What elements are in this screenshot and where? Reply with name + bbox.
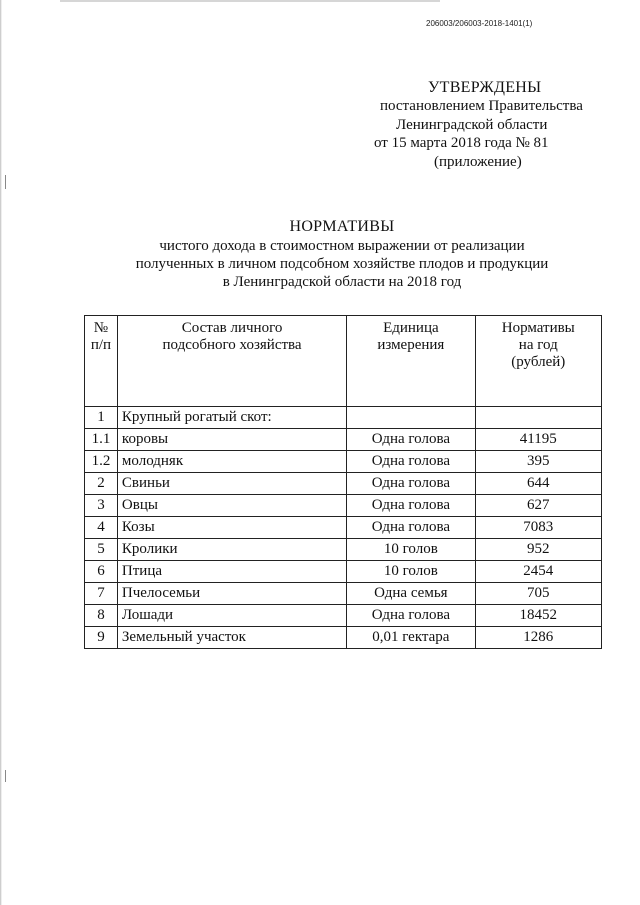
- row-unit: Одна голова: [347, 495, 475, 517]
- header-number: [85, 316, 118, 407]
- row-name: Козы: [117, 517, 346, 539]
- row-value: [475, 407, 601, 429]
- table-row: [85, 473, 602, 495]
- header-norm-line-1: Нормативы: [501, 320, 575, 336]
- row-number: 1.1: [85, 429, 118, 451]
- header-unit-line-2: измерения: [377, 337, 445, 353]
- row-name: Кролики: [117, 539, 346, 561]
- table-row: [85, 451, 602, 473]
- row-name: коровы: [117, 429, 346, 451]
- approval-title: УТВЕРЖДЕНЫ: [428, 79, 542, 96]
- header-norm-line-2: на год: [518, 337, 558, 353]
- row-unit: Одна семья: [347, 583, 475, 605]
- document-id: 206003/206003-2018-1401(1): [426, 19, 533, 28]
- scan-mark: [5, 175, 6, 189]
- row-number: 9: [85, 627, 118, 649]
- row-unit: Одна голова: [347, 517, 475, 539]
- row-number: 1.2: [85, 451, 118, 473]
- approval-line-4: (приложение): [434, 154, 522, 170]
- scan-mark: [5, 770, 6, 782]
- table-row: [85, 561, 602, 583]
- row-unit: 10 голов: [347, 561, 475, 583]
- row-unit: Одна голова: [347, 429, 475, 451]
- header-composition: [117, 316, 346, 407]
- approval-line-3: от 15 марта 2018 года № 81: [374, 135, 549, 151]
- header-number-line-2: п/п: [90, 337, 112, 353]
- row-name: Земельный участок: [117, 627, 346, 649]
- header-norm: [475, 316, 601, 407]
- header-number-line-1: №: [93, 320, 109, 336]
- row-name: Свиньи: [117, 473, 346, 495]
- row-value: 952: [475, 539, 601, 561]
- row-name: Птица: [117, 561, 346, 583]
- approval-line-1: постановлением Правительства: [380, 98, 583, 114]
- row-unit: [347, 407, 475, 429]
- table-row: [85, 539, 602, 561]
- row-value: 7083: [475, 517, 601, 539]
- row-name: Крупный рогатый скот:: [117, 407, 346, 429]
- document-heading: [0, 218, 640, 291]
- table-row: [85, 517, 602, 539]
- row-value: 18452: [475, 605, 601, 627]
- row-name: Пчелосемьи: [117, 583, 346, 605]
- row-unit: Одна голова: [347, 451, 475, 473]
- header-norm-line-3: (рублей): [511, 354, 566, 370]
- row-number: 4: [85, 517, 118, 539]
- row-unit: Одна голова: [347, 473, 475, 495]
- row-value: 41195: [475, 429, 601, 451]
- row-name: Овцы: [117, 495, 346, 517]
- heading-line-2: полученных в личном подсобном хозяйстве плодов и продукции: [135, 256, 549, 272]
- row-name: молодняк: [117, 451, 346, 473]
- row-number: 8: [85, 605, 118, 627]
- row-value: 2454: [475, 561, 601, 583]
- header-unit: [347, 316, 475, 407]
- row-number: 5: [85, 539, 118, 561]
- row-number: 1: [85, 407, 118, 429]
- row-value: 705: [475, 583, 601, 605]
- table-row: [85, 605, 602, 627]
- table-header-row: [85, 316, 602, 407]
- table-row: [85, 429, 602, 451]
- row-number: 7: [85, 583, 118, 605]
- norms-table: [84, 315, 602, 649]
- row-unit: Одна голова: [347, 605, 475, 627]
- table-row: [85, 495, 602, 517]
- row-value: 1286: [475, 627, 601, 649]
- table-row: [85, 407, 602, 429]
- approval-line-2: Ленинградской области: [396, 117, 548, 133]
- row-value: 644: [475, 473, 601, 495]
- table-row: [85, 583, 602, 605]
- row-unit: 0,01 гектара: [347, 627, 475, 649]
- row-unit: 10 голов: [347, 539, 475, 561]
- heading-line-1: чистого дохода в стоимостном выражении от реализации: [159, 238, 525, 254]
- scan-edge-top: [60, 0, 440, 2]
- row-number: 6: [85, 561, 118, 583]
- row-value: 395: [475, 451, 601, 473]
- row-number: 3: [85, 495, 118, 517]
- row-name: Лошади: [117, 605, 346, 627]
- header-composition-line-2: подсобного хозяйства: [162, 337, 302, 353]
- header-unit-line-1: Единица: [383, 320, 439, 336]
- row-number: 2: [85, 473, 118, 495]
- scan-edge-left: [0, 0, 2, 905]
- heading-title: НОРМАТИВЫ: [289, 218, 395, 235]
- heading-line-3: в Ленинградской области на 2018 год: [222, 274, 462, 290]
- table-row: [85, 627, 602, 649]
- header-composition-line-1: Состав личного: [181, 320, 283, 336]
- row-value: 627: [475, 495, 601, 517]
